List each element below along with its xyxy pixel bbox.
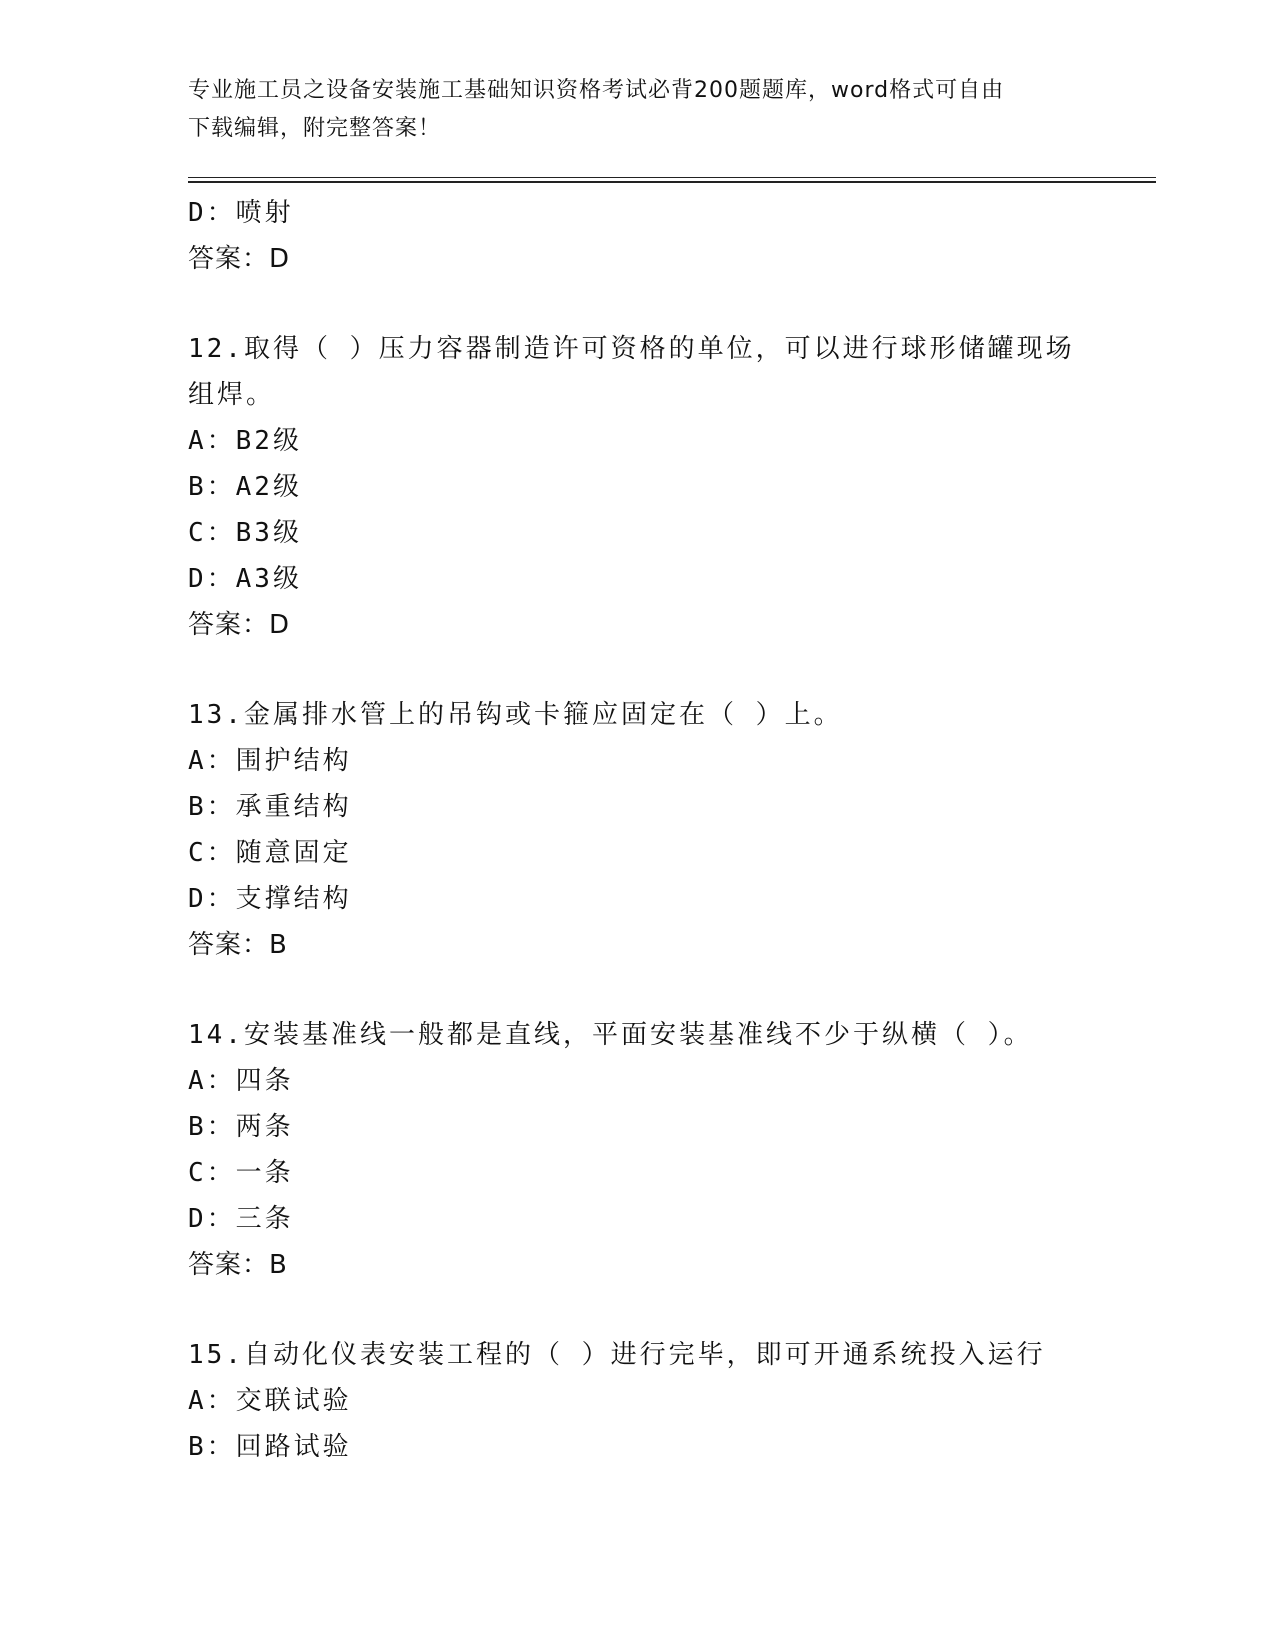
question-content [188,190,1088,1470]
option-d: D：喷射 [188,198,294,228]
option-b: B：A2级 [188,472,302,502]
question-15 [188,1332,1088,1470]
option-d: D：A3级 [188,564,302,594]
header-line-2: 下载编辑，附完整答案！ [188,116,442,141]
question-gap [188,1288,1088,1332]
question-stem: 15.自动化仪表安装工程的（ ）进行完毕，即可开通系统投入运行 [188,1340,1046,1370]
answer-line: 答案：D [188,244,291,274]
question-gap [188,282,1088,326]
question-11-fragment [188,190,1088,282]
answer-line: 答案：B [188,930,288,960]
option-c: C：一条 [188,1158,294,1188]
question-stem: 12.取得（ ）压力容器制造许可资格的单位，可以进行球形储罐现场 [188,334,1075,364]
option-c: C：B3级 [188,518,302,548]
option-b: B：承重结构 [188,792,352,822]
question-gap [188,968,1088,1012]
question-stem: 13.金属排水管上的吊钩或卡箍应固定在（ ）上。 [188,700,843,730]
question-gap [188,648,1088,692]
option-d: D：支撑结构 [188,884,352,914]
question-14 [188,1012,1088,1288]
header-rule-thick [188,181,1156,183]
option-a: A：四条 [188,1066,294,1096]
option-d: D：三条 [188,1204,294,1234]
option-c: C：随意固定 [188,838,352,868]
question-stem-continued: 组焊。 [188,380,276,410]
header-rule-thin [188,177,1156,178]
page-header [188,72,1088,148]
option-a: A：交联试验 [188,1386,352,1416]
question-12 [188,326,1088,648]
option-a: A：B2级 [188,426,302,456]
header-line-1: 专业施工员之设备安装施工基础知识资格考试必背200题题库，word格式可自由 [188,78,1005,103]
answer-line: 答案：D [188,610,291,640]
option-a: A：围护结构 [188,746,352,776]
option-b: B：两条 [188,1112,294,1142]
answer-line: 答案：B [188,1250,288,1280]
question-stem: 14.安装基准线一般都是直线，平面安装基准线不少于纵横（ ）。 [188,1020,1033,1050]
question-13 [188,692,1088,968]
option-b: B：回路试验 [188,1432,352,1462]
